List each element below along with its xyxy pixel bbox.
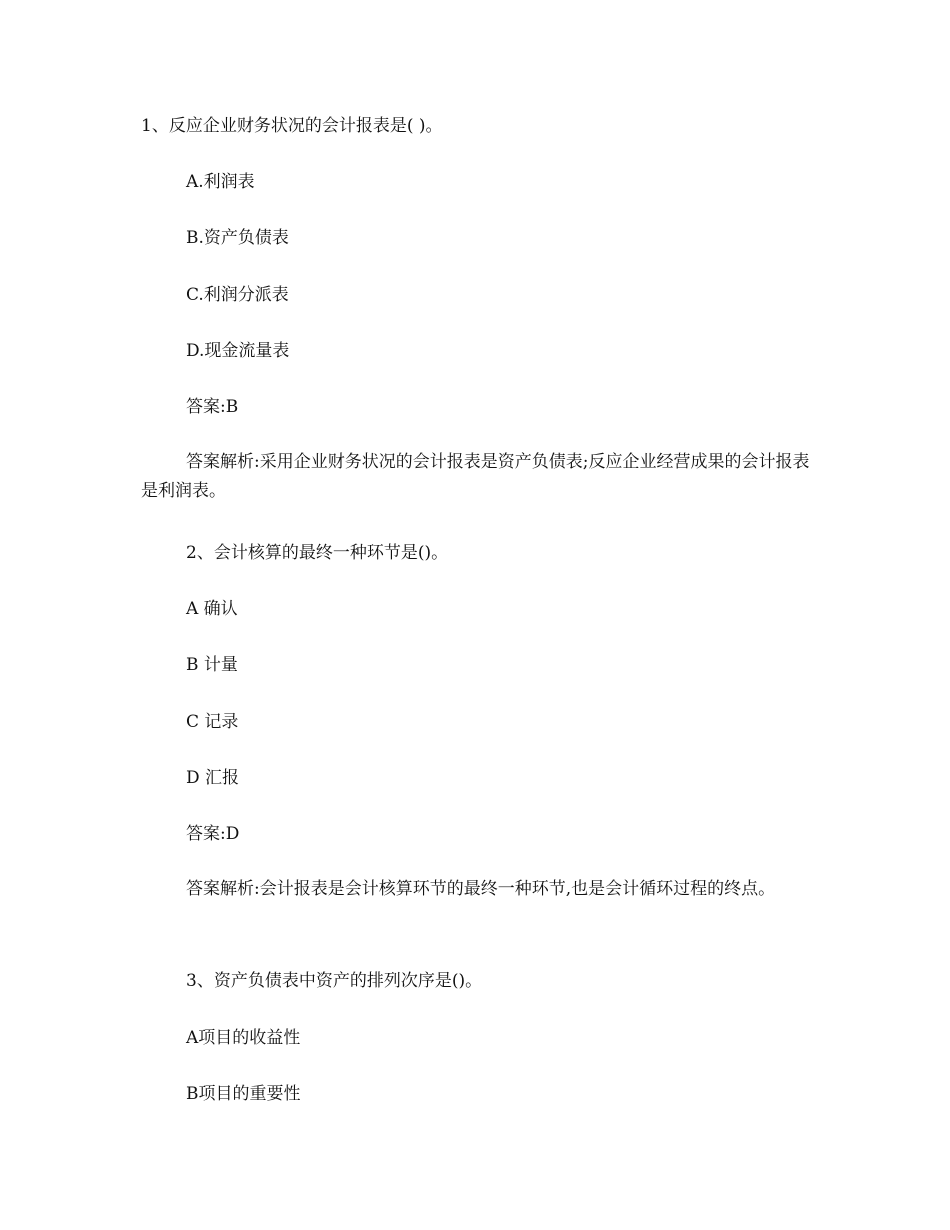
question-3-stem: 3、资产负债表中资产的排列次序是()。 xyxy=(186,971,483,991)
question-1-option-b: B.资产负债表 xyxy=(186,228,289,248)
question-2-option-a: A 确认 xyxy=(186,599,238,619)
question-1-option-d: D.现金流量表 xyxy=(186,341,290,361)
question-1-option-a: A.利润表 xyxy=(186,172,255,192)
question-1-answer: 答案:B xyxy=(186,397,239,417)
question-1-stem: 1、反应企业财务状况的会计报表是( )。 xyxy=(141,116,443,136)
question-2-answer: 答案:D xyxy=(186,824,240,844)
question-1-analysis: 答案解析:采用企业财务状况的会计报表是资产负债表;反应企业经营成果的会计报表是利润表。 xyxy=(141,452,810,501)
question-3-option-a: A项目的收益性 xyxy=(186,1028,301,1048)
question-1-option-c: C.利润分派表 xyxy=(186,285,289,305)
question-2-analysis: 答案解析:会计报表是会计核算环节的最终一种环节,也是会计循环过程的终点。 xyxy=(186,879,776,899)
question-2-option-d: D 汇报 xyxy=(186,768,240,788)
question-2-option-c: C 记录 xyxy=(186,712,239,732)
question-2-option-b: B 计量 xyxy=(186,655,238,675)
question-3-option-b: B项目的重要性 xyxy=(186,1084,301,1104)
question-2-stem: 2、会计核算的最终一种环节是()。 xyxy=(186,543,449,563)
